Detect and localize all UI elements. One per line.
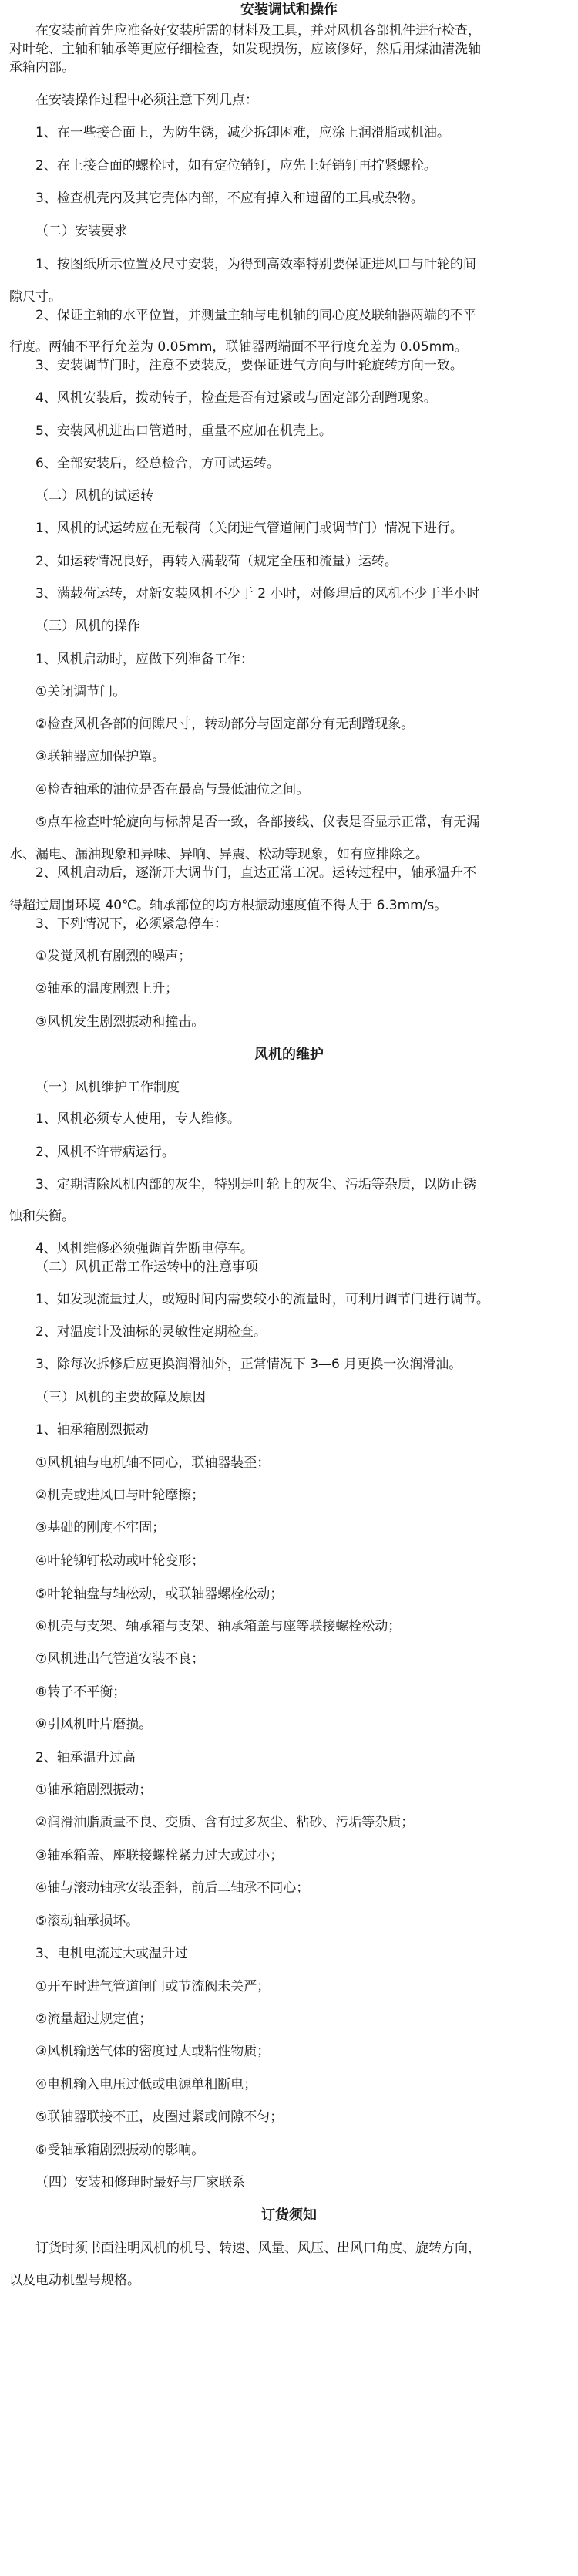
paragraph-line: 6、全部安装后，经总检合，方可试运转。 <box>35 456 280 471</box>
paragraph-line: ④电机输入电压过低或电源单相断电； <box>35 2077 257 2092</box>
paragraph-line: 3、下列情况下，必须紧急停车： <box>35 916 227 932</box>
paragraph-line: 订货时须书面注明风机的机号、转速、风量、风压、出风口角度、旋转方向， <box>35 2241 481 2256</box>
paragraph-continuation: 得超过周围环境 40℃。轴承部位的均方根振动速度值不得大于 6.3mm/s。 <box>9 898 448 913</box>
paragraph-continuation: 水、漏电、漏油现象和异味、异响、异震、松动等现象，如有应排除之。 <box>9 847 428 862</box>
paragraph-line: （二）安装要求 <box>35 224 127 239</box>
paragraph-line: 3、检查机壳内及其它壳体内部，不应有掉入和遗留的工具或杂物。 <box>35 191 424 206</box>
paragraph-line: 5、安装风机进出口管道时，重量不应加在机壳上。 <box>35 423 332 439</box>
paragraph-line: ③联轴器应加保护罩。 <box>35 749 166 764</box>
paragraph-line: ①开车时进气管道闸门或节流阀未关严； <box>35 1979 271 1994</box>
paragraph-line: 1、在一些接合面上，为防生锈，减少拆卸困难，应涂上润滑脂或机油。 <box>35 125 450 140</box>
paragraph-line: 3、安装调节门时，注意不要装反，要保证进气方向与叶轮旋转方向一致。 <box>35 358 463 373</box>
paragraph-line: 2、风机启动后，逐渐开大调节门，直达正常工况。运转过程中，轴承温升不 <box>35 865 476 881</box>
section-title: 风机的维护 <box>254 1047 324 1063</box>
paragraph-line: （四）安装和修理时最好与厂家联系 <box>35 2175 245 2190</box>
paragraph-line: 2、如运转情况良好，再转入满载荷（规定全压和流量）运转。 <box>35 554 398 569</box>
paragraph-continuation: 隙尺寸。 <box>9 289 62 305</box>
paragraph-line: ⑦风机进出气管道安装不良； <box>35 1651 205 1667</box>
paragraph-line: （一）风机维护工作制度 <box>35 1080 180 1095</box>
paragraph-line: 3、满载荷运转，对新安装风机不少于 2 小时，对修理后的风机不少于半小时 <box>35 586 480 602</box>
paragraph-line: ⑨引风机叶片磨损。 <box>35 1717 153 1732</box>
paragraph-line: 2、保证主轴的水平位置，并测量主轴与电机轴的同心度及联轴器两端的不平 <box>35 308 476 323</box>
paragraph-line: ①轴承箱剧烈振动； <box>35 1782 153 1798</box>
paragraph-line: ④检查轴承的油位是否在最高与最低油位之间。 <box>35 782 310 797</box>
section-title: 安装调试和操作 <box>240 2 338 18</box>
paragraph-line: 1、轴承箱剧烈振动 <box>35 1422 149 1438</box>
paragraph-line: 1、如发现流量过大，或短时间内需要较小的流量时，可利用调节门进行调节。 <box>35 1292 489 1307</box>
paragraph-line: ②流量超过规定值； <box>35 2011 153 2027</box>
paragraph-line: 1、风机的试运转应在无载荷（关闭进气管道闸门或调节门）情况下进行。 <box>35 521 463 536</box>
paragraph-line: ④轴与滚动轴承安装歪斜，前后二轴承不同心； <box>35 1880 310 1896</box>
paragraph-line: ②轴承的温度剧烈上升； <box>35 981 179 996</box>
paragraph-line: ②机壳或进风口与叶轮摩擦； <box>35 1488 205 1503</box>
paragraph-line: 1、风机启动时，应做下列准备工作： <box>35 652 254 667</box>
paragraph-line: （三）风机的操作 <box>35 619 140 634</box>
paragraph-line: ③基础的刚度不牢固； <box>35 1520 166 1536</box>
paragraph-line: ⑧转子不平衡； <box>35 1684 126 1700</box>
paragraph-line: 2、轴承温升过高 <box>35 1750 136 1765</box>
paragraph-continuation: 行度。两轴不平行允差为 0.05mm，联轴器两端面不平行度允差为 0.05mm。 <box>9 339 468 355</box>
paragraph-continuation: 对叶轮、主轴和轴承等更应仔细检查，如发现损伤，应该修好，然后用煤油清洗轴 <box>9 42 481 57</box>
paragraph-line: ⑤联轴器联接不正，皮圈过紧或间隙不匀； <box>35 2109 284 2125</box>
paragraph-line: 3、除每次拆修后应更换润滑油外，正常情况下 3—6 月更换一次润滑油。 <box>35 1357 462 1372</box>
paragraph-line: ④叶轮铆钉松动或叶轮变形； <box>35 1553 205 1569</box>
paragraph-line: ⑥机壳与支架、轴承箱与支架、轴承箱盖与座等联接螺栓松动； <box>35 1619 402 1634</box>
paragraph-line: 在安装操作过程中必须注意下列几点： <box>35 93 258 108</box>
paragraph-continuation: 以及电动机型号规格。 <box>9 2273 140 2288</box>
paragraph-line: ③轴承箱盖、座联接螺栓紧力过大或过小； <box>35 1848 284 1863</box>
paragraph-line: 2、风机不许带病运行。 <box>35 1145 175 1160</box>
paragraph-line: ⑤叶轮轴盘与轴松动，或联轴器螺栓松动； <box>35 1586 284 1602</box>
paragraph-continuation: 承箱内部。 <box>9 60 75 76</box>
paragraph-continuation: 蚀和失衡。 <box>9 1209 75 1224</box>
paragraph-line: ①风机轴与电机轴不同心，联轴器装歪； <box>35 1455 271 1471</box>
paragraph-line: 3、定期清除风机内部的灰尘，特别是叶轮上的灰尘、污垢等杂质，以防止锈 <box>35 1177 476 1192</box>
paragraph-line: ③风机输送气体的密度过大或粘性物质； <box>35 2044 271 2059</box>
paragraph-line: ①关闭调节门。 <box>35 684 126 700</box>
paragraph-line: 1、风机必须专人使用，专人维修。 <box>35 1111 240 1127</box>
paragraph-line: 在安装前首先应准备好安装所需的材料及工具，并对风机各部机件进行检查， <box>35 23 481 39</box>
paragraph-line: （三）风机的主要故障及原因 <box>35 1390 206 1405</box>
paragraph-line: 1、按图纸所示位置及尺寸安装，为得到高效率特别要保证进风口与叶轮的间 <box>35 257 476 272</box>
paragraph-line: ①发觉风机有剧烈的噪声； <box>35 949 192 964</box>
paragraph-line: 2、在上接合面的螺栓时，如有定位销钉，应先上好销钉再拧紧螺栓。 <box>35 158 437 174</box>
paragraph-line: （二）风机正常工作运转中的注意事项 <box>35 1259 258 1275</box>
paragraph-line: ②检查风机各部的间隙尺寸，转动部分与固定部分有无刮蹭现象。 <box>35 716 415 732</box>
paragraph-line: ③风机发生剧烈振动和撞击。 <box>35 1014 205 1030</box>
paragraph-line: ②润滑油脂质量不良、变质、含有过多灰尘、粘砂、污垢等杂质； <box>35 1815 415 1830</box>
paragraph-line: ⑥受轴承箱剧烈振动的影响。 <box>35 2143 205 2158</box>
paragraph-line: ⑤滚动轴承损坏。 <box>35 1913 139 1929</box>
paragraph-line: 4、风机安装后，拨动转子，检查是否有过紧或与固定部分刮蹭现象。 <box>35 390 437 406</box>
section-title: 订货须知 <box>261 2207 317 2224</box>
paragraph-line: ⑤点车检查叶轮旋向与标牌是否一致，各部接线、仪表是否显示正常，有无漏 <box>35 814 480 830</box>
paragraph-line: 3、电机电流过大或温升过 <box>35 1946 188 1961</box>
paragraph-line: （二）风机的试运转 <box>35 488 153 504</box>
paragraph-line: 2、对温度计及油标的灵敏性定期检查。 <box>35 1324 267 1340</box>
paragraph-line: 4、风机维修必须强调首先断电停车。 <box>35 1241 254 1256</box>
